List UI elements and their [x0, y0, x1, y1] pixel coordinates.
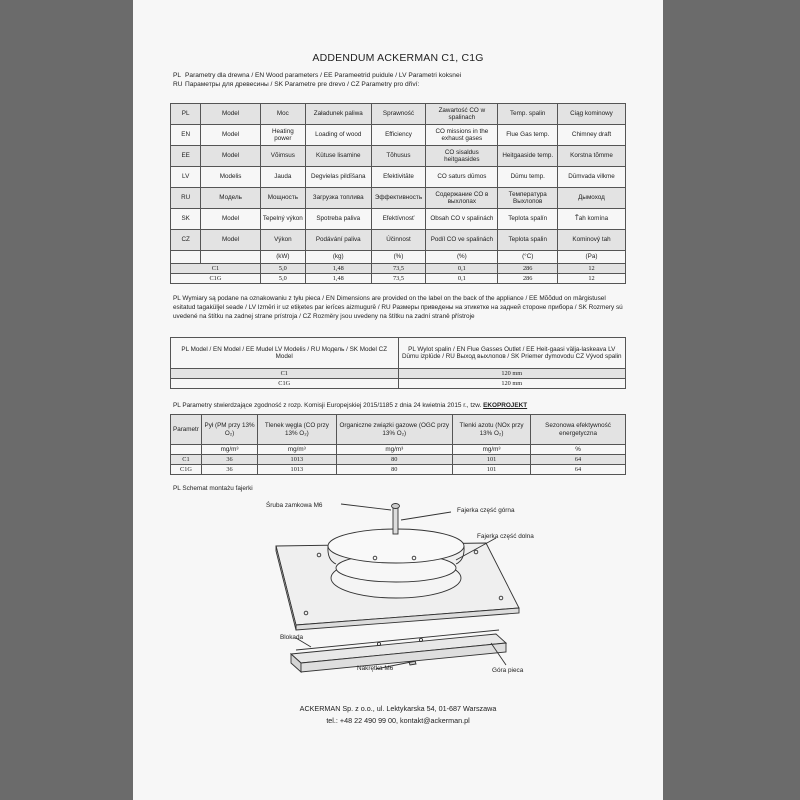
- param-cell: Korstna tõmme: [558, 146, 626, 167]
- emissions-value: 101: [453, 465, 531, 475]
- param-cell: Model: [201, 209, 261, 230]
- emissions-head-cell: Organiczne związki gazowe (OGC przy 13% O₂): [336, 415, 452, 445]
- document-title: ADDENDUM ACKERMAN C1, C1G: [312, 52, 484, 64]
- param-cell: Efektívnosť: [371, 209, 426, 230]
- param-row: [171, 209, 626, 230]
- param-cell: Efektivitāte: [371, 167, 426, 188]
- emissions-head-cell: Pył (PM przy 13% O₂): [201, 415, 257, 445]
- outlet-model: C1G: [171, 379, 399, 389]
- param-cell: EE: [171, 146, 201, 167]
- emissions-row: [171, 455, 626, 465]
- label-top-ring: Fajerka część górna: [457, 507, 515, 514]
- emissions-unit: %: [531, 445, 626, 455]
- param-value: 0,1: [426, 274, 498, 284]
- param-cell: Výkon: [260, 230, 305, 251]
- emissions-unit: mg/m³: [201, 445, 257, 455]
- emissions-unit: [171, 445, 202, 455]
- param-value: 12: [558, 274, 626, 284]
- param-cell: Załadunek paliwa: [305, 104, 371, 125]
- param-unit: (kW): [260, 251, 305, 264]
- schematic-title: PL Schemat montażu fajerki: [173, 485, 253, 492]
- param-cell: Температура Выхлопов: [498, 188, 558, 209]
- emissions-units-row: [171, 445, 626, 455]
- emissions-table: [170, 414, 626, 475]
- company-footer: ACKERMAN Sp. z o.o., ul. Lektykarska 54, 01-687 Warszawa tel.: +48 22 490 99 00, kontakt@ackerman.pl: [299, 704, 497, 725]
- param-cell: Dūmvada vilkme: [558, 167, 626, 188]
- outlet-model: C1: [171, 369, 399, 379]
- emissions-value: 64: [531, 465, 626, 475]
- param-cell: Model: [201, 230, 261, 251]
- param-cell: CO sisaldus heitgaasides: [426, 146, 498, 167]
- param-cell: Jauda: [260, 167, 305, 188]
- param-cell: PL: [171, 104, 201, 125]
- param-cell: LV: [171, 167, 201, 188]
- param-value: 5,0: [260, 264, 305, 274]
- param-cell: Degvielas pildīšana: [305, 167, 371, 188]
- param-cell: Temp. spalin: [498, 104, 558, 125]
- param-cell: Flue Gas temp.: [498, 125, 558, 146]
- param-cell: Teplota spalin: [498, 230, 558, 251]
- emissions-head-cell: Tlenki azotu (NOx przy 13% O₂): [453, 415, 531, 445]
- param-value: 1,48: [305, 274, 371, 284]
- param-value: 286: [498, 274, 558, 284]
- param-cell: CO missions in the exhaust gases: [426, 125, 498, 146]
- emissions-value: 64: [531, 455, 626, 465]
- emissions-unit: mg/m³: [453, 445, 531, 455]
- param-row: [171, 230, 626, 251]
- param-cell: Ciąg kominowy: [558, 104, 626, 125]
- param-values-row: [171, 274, 626, 284]
- emissions-value: 1013: [258, 465, 336, 475]
- param-unit: (Pa): [558, 251, 626, 264]
- param-cell: Ťah komína: [558, 209, 626, 230]
- wood-parameters-table: [170, 103, 626, 284]
- param-cell: Sprawność: [371, 104, 426, 125]
- param-values-row: [171, 264, 626, 274]
- label-stove-top: Góra pieca: [492, 667, 524, 674]
- param-unit: [171, 251, 201, 264]
- label-nut: Nakrętka M6: [357, 665, 394, 672]
- emissions-row: [171, 465, 626, 475]
- outlet-head-model: PL Model / EN Model / EE Mudel LV Modelis / RU Модель / SK Model CZ Model: [171, 338, 399, 369]
- param-cell: SK: [171, 209, 201, 230]
- param-row: [171, 104, 626, 125]
- param-cell: Dūmu temp.: [498, 167, 558, 188]
- param-cell: Chimney draft: [558, 125, 626, 146]
- param-model: C1G: [171, 274, 261, 284]
- intro-line-2: RU Параметры для древесины / SK Parametre pre drevo / CZ Parametry pro dřiví:: [173, 81, 420, 88]
- param-cell: Võimsus: [260, 146, 305, 167]
- param-cell: Moc: [260, 104, 305, 125]
- param-cell: Model: [201, 104, 261, 125]
- param-unit: (%): [371, 251, 426, 264]
- emissions-value: C1G: [171, 465, 202, 475]
- emissions-value: 1013: [258, 455, 336, 465]
- param-cell: Эффективность: [371, 188, 426, 209]
- param-unit: [201, 251, 261, 264]
- emissions-head-cell: Sezonowa efektywność energetyczna: [531, 415, 626, 445]
- label-bottom-ring: Fajerka część dolna: [477, 533, 534, 540]
- param-cell: Мощность: [260, 188, 305, 209]
- param-cell: RU: [171, 188, 201, 209]
- param-value: 5,0: [260, 274, 305, 284]
- param-cell: Загрузка топлива: [305, 188, 371, 209]
- param-cell: Heitgaaside temp.: [498, 146, 558, 167]
- emissions-value: 36: [201, 465, 257, 475]
- emissions-value: C1: [171, 455, 202, 465]
- param-cell: Model: [201, 125, 261, 146]
- stove-ring-assembly-diagram: [251, 498, 551, 678]
- document-page: [133, 0, 663, 800]
- emissions-value: 80: [336, 455, 452, 465]
- outlet-value: 120 mm: [398, 379, 626, 389]
- param-cell: Modelis: [201, 167, 261, 188]
- label-lock: Blokada: [280, 634, 304, 641]
- param-cell: Účinnost: [371, 230, 426, 251]
- param-unit: (kg): [305, 251, 371, 264]
- param-unit: (%): [426, 251, 498, 264]
- emissions-head-cell: Parametr: [171, 415, 202, 445]
- param-value: 0,1: [426, 264, 498, 274]
- flue-outlet-table: [170, 337, 626, 389]
- param-value: 73,5: [371, 274, 426, 284]
- param-cell: Tepelný výkon: [260, 209, 305, 230]
- outlet-value: 120 mm: [398, 369, 626, 379]
- param-cell: Дымоход: [558, 188, 626, 209]
- param-value: 1,48: [305, 264, 371, 274]
- emissions-value: 101: [453, 455, 531, 465]
- param-cell: Spotreba paliva: [305, 209, 371, 230]
- emissions-title: PL Parametry stwierdzające zgodność z rozp. Komisji Europejskiej 2015/1185 z dnia 24 kwietnia 2015 r., tzw. EKOPROJEKT: [173, 402, 528, 409]
- param-row: [171, 125, 626, 146]
- param-cell: Obsah CO v spalinách: [426, 209, 498, 230]
- dimensions-note: PL Wymiary są podane na oznakowaniu z tyłu pieca / EN Dimensions are provided on the label on the back of the appliance / EE Mõõdud on märgistusel esitatud tagaküljel seade / LV Izmēri ir uz etiķetes par ierīces aizmugurē / RU Размеры приведены на этикетке на задней стороне прибора / SK Rozmery sú uvedené na štítku na zadnej strane prístroja / CZ Rozměry jsou uvedeny na štítku na zadní straně přístroje: [173, 295, 623, 320]
- param-cell: EN: [171, 125, 201, 146]
- param-cell: Loading of wood: [305, 125, 371, 146]
- param-row: [171, 188, 626, 209]
- param-row: [171, 146, 626, 167]
- param-cell: Model: [201, 146, 261, 167]
- param-cell: Podávání paliva: [305, 230, 371, 251]
- emissions-value: 80: [336, 465, 452, 475]
- param-cell: CO saturs dūmos: [426, 167, 498, 188]
- param-value: 286: [498, 264, 558, 274]
- param-row: [171, 167, 626, 188]
- param-cell: Teplota spalín: [498, 209, 558, 230]
- param-value: 73,5: [371, 264, 426, 274]
- label-lock-screw: Śruba zamkowa M6: [266, 502, 323, 509]
- emissions-unit: mg/m³: [258, 445, 336, 455]
- emissions-head-cell: Tlenek węgla (CO przy 13% O₂): [258, 415, 336, 445]
- param-cell: Heating power: [260, 125, 305, 146]
- intro-line-1: PL Parametry dla drewna / EN Wood parameters / EE Parameetrid puidule / LV Parametri koksnei: [173, 72, 462, 79]
- param-cell: Kütuse lisamine: [305, 146, 371, 167]
- param-cell: CZ: [171, 230, 201, 251]
- param-cell: Tõhusus: [371, 146, 426, 167]
- param-cell: Zawartość CO w spalinach: [426, 104, 498, 125]
- param-model: C1: [171, 264, 261, 274]
- param-units-row: [171, 251, 626, 264]
- emissions-unit: mg/m³: [336, 445, 452, 455]
- emissions-value: 36: [201, 455, 257, 465]
- param-cell: Podíl CO ve spalinách: [426, 230, 498, 251]
- param-cell: Kominový tah: [558, 230, 626, 251]
- outlet-head-outlet: PL Wylot spalin / EN Flue Gasses Outlet / EE Heit-gaasi välja-laskeava LV Dūmu izplūde / RU Выход выхлопов / SK Priemer dymovodu CZ Vývod spalin: [398, 338, 626, 369]
- emissions-head-row: [171, 415, 626, 445]
- param-cell: Содержание CO в выхлопах: [426, 188, 498, 209]
- param-cell: Efficiency: [371, 125, 426, 146]
- param-cell: Модель: [201, 188, 261, 209]
- param-unit: (°C): [498, 251, 558, 264]
- param-value: 12: [558, 264, 626, 274]
